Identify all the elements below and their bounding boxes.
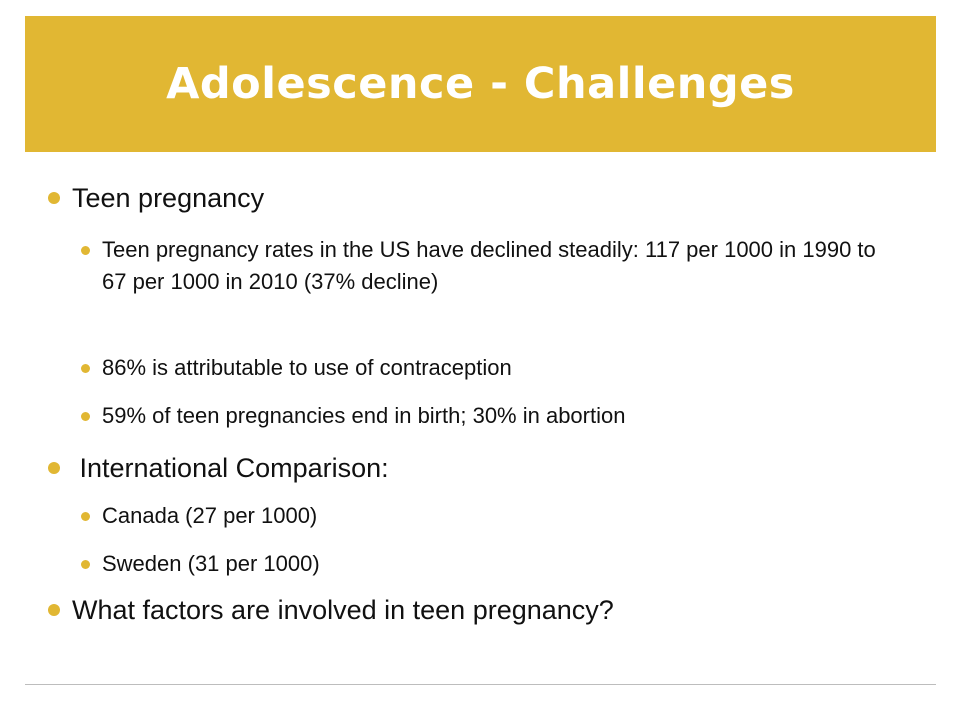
bullet-text: Teen pregnancy bbox=[72, 183, 265, 213]
bullet-dot-icon bbox=[81, 364, 90, 373]
title-band bbox=[25, 16, 936, 152]
slide-title: Adolescence - Challenges bbox=[166, 59, 795, 109]
bullet-text: International Comparison: bbox=[72, 453, 389, 483]
bullet-dot-icon bbox=[81, 412, 90, 421]
bullet-text: Teen pregnancy rates in the US have declined steadily: 117 per 1000 in 1990 to 67 per 1000 in 2010 (37% decline) bbox=[102, 237, 876, 294]
bullet-international-comparison bbox=[72, 452, 389, 484]
sub-bullet-contraception bbox=[102, 352, 882, 384]
sub-bullet-us-rates bbox=[102, 234, 882, 298]
bullet-text: What factors are involved in teen pregnancy? bbox=[72, 595, 614, 625]
bullet-dot-icon bbox=[81, 512, 90, 521]
bullet-text: Canada (27 per 1000) bbox=[102, 503, 318, 528]
sub-bullet-canada bbox=[102, 500, 882, 532]
bullet-dot-icon bbox=[81, 560, 90, 569]
bullet-text: 86% is attributable to use of contraception bbox=[102, 355, 512, 380]
bullet-dot-icon bbox=[81, 246, 90, 255]
sub-bullet-outcomes bbox=[102, 400, 882, 432]
bullet-text: 59% of teen pregnancies end in birth; 30% in abortion bbox=[102, 403, 626, 428]
bullet-dot-icon bbox=[48, 462, 60, 474]
bullet-teen-pregnancy bbox=[72, 182, 264, 214]
bullet-text: Sweden (31 per 1000) bbox=[102, 551, 320, 576]
footer-divider bbox=[25, 684, 936, 685]
bullet-factors-question bbox=[72, 594, 614, 626]
sub-bullet-sweden bbox=[102, 548, 882, 580]
bullet-dot-icon bbox=[48, 604, 60, 616]
bullet-dot-icon bbox=[48, 192, 60, 204]
